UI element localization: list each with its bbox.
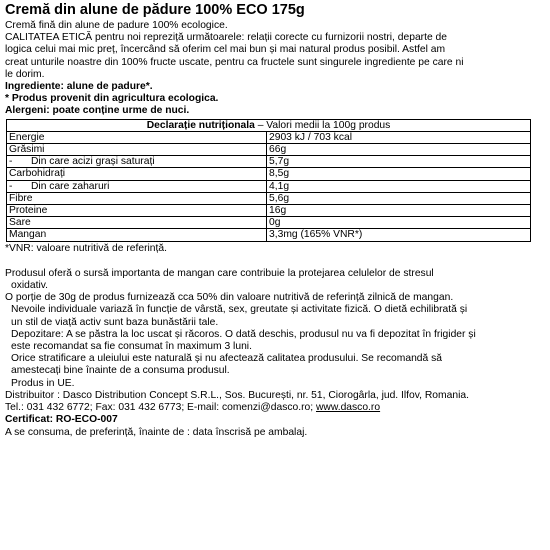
nutrition-header-title: Declarație nutriționala (146, 119, 255, 131)
organic-note: * Produs provenit din agricultura ecologica. (5, 93, 219, 105)
nutrient-value: 8,5g (267, 168, 531, 180)
contact-text: Tel.: 031 432 6772; Fax: 031 432 6773; E-mail: comenzi@dasco.ro; (5, 402, 314, 414)
nutrient-value: 4,1g (267, 180, 531, 192)
nutrient-label: Fibre (7, 192, 267, 204)
table-row (7, 131, 531, 143)
table-row (7, 217, 531, 229)
body-line: Nevoile individuale variază în funcție de vârstă, sex, greutate și activitate fizică. O dietă echilibrată și (11, 304, 468, 316)
nutrient-label: Mangan (7, 229, 267, 241)
nutrient-value: 2903 kJ / 703 kcal (267, 131, 531, 143)
nutrient-label: Din care zaharuri (31, 180, 110, 192)
body-line: Depozitare: A se păstra la loc uscat și răcoros. O dată deschis, produsul nu va fi depozitat în frigider și (11, 328, 476, 340)
nutrient-value: 16g (267, 205, 531, 217)
nutrient-label: Energie (7, 131, 267, 143)
table-row (7, 168, 531, 180)
vnr-note: *VNR: valoare nutritivă de referință. (5, 242, 167, 254)
nutrient-label: Grăsimi (7, 144, 267, 156)
intro-line: Cremă fină din alune de padure 100% ecologice. (5, 20, 228, 31)
table-row (7, 205, 531, 217)
table-row (7, 180, 531, 192)
nutrient-label: Sare (7, 217, 267, 229)
nutrient-sublabel (7, 180, 267, 192)
nutrient-label: Proteine (7, 205, 267, 217)
body-line: este recomandat sa fie consumat în maximum 3 luni. (11, 341, 252, 353)
nutrition-table (6, 119, 531, 242)
intro-line: logica celui mai mic preț, încercând să oferim cel mai bun și mai natural produs posibil. Astfel am (5, 44, 446, 56)
nutrient-label: Din care acizi grași saturați (31, 156, 155, 168)
consume-by: A se consuma, de preferință, înainte de : data înscrisă pe ambalaj. (5, 426, 308, 438)
table-row (7, 156, 531, 168)
certificate: Certificat: RO-ECO-007 (5, 414, 118, 426)
distributor-line: Distribuitor : Dasco Distribution Concept S.R.L., Sos. București, nr. 51, Ciorogârla, jud. Ilfov, Romania. (5, 389, 469, 401)
website-link[interactable]: www.dasco.ro (315, 402, 381, 414)
intro-line: CALITATEA ETICĂ pentru noi repreziță următoarele: relații corecte cu furnizorii nostri, departe de (5, 32, 448, 44)
nutrition-header-subtitle: – Valori medii la 100g produs (254, 119, 391, 131)
body-line: Orice stratificare a uleiului este naturală și nu afectează calitatea produsului. Se recomandă să (11, 353, 442, 365)
nutrient-label: Carbohidrați (7, 168, 267, 180)
dash: - (9, 180, 13, 192)
spacer (5, 255, 546, 268)
table-row (7, 192, 531, 204)
nutrition-header-row (7, 119, 531, 131)
table-row (7, 229, 531, 241)
nutrient-value: 3,3mg (165% VNR*) (267, 229, 531, 241)
ingredients: Ingrediente: alune de padure*. (5, 81, 153, 93)
nutrient-value: 66g (267, 144, 531, 156)
intro-line: le dorim. (5, 68, 45, 80)
body-line: un stil de viață activ sunt baza bunăstării tale. (11, 316, 219, 328)
nutrient-value: 5,7g (267, 156, 531, 168)
nutrition-header (7, 119, 531, 131)
intro-line: creat unturile noastre din 100% fructe uscate, pentru ca fructele sunt singurele ingrediente pe care ni (5, 56, 464, 68)
nutrient-value: 5,6g (267, 192, 531, 204)
body-line: oxidativ. (11, 280, 49, 292)
product-title: Cremă din alune de pădure 100% ECO 175g (5, 2, 305, 18)
dash: - (9, 156, 13, 168)
body-line: Produs in UE. (11, 377, 75, 389)
nutrient-sublabel (7, 156, 267, 168)
body-line: O porție de 30g de produs furnizează cca 50% din valoare nutritivă de referință zilnică de mangan. (5, 292, 454, 304)
body-line: amestecați bine înainte de a consuma produsul. (11, 365, 230, 377)
body-line: Produsul oferă o sursă importanta de mangan care contribuie la protejarea celulelor de stresul (5, 267, 434, 279)
contact-line (5, 402, 546, 414)
table-row (7, 144, 531, 156)
nutrient-value: 0g (267, 217, 531, 229)
allergens: Alergeni: poate conține urme de nuci. (5, 105, 190, 117)
